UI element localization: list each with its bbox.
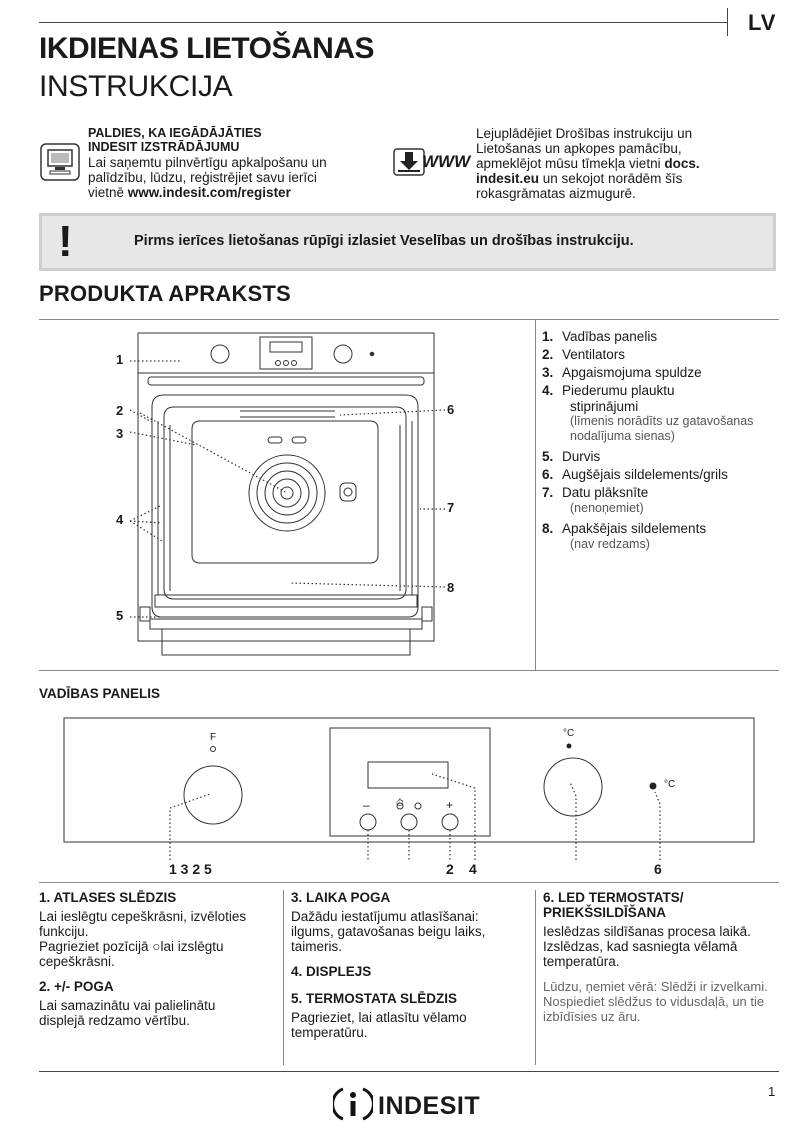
cp-callout-4: 4 [469,861,477,877]
led-note-l3: izbīdīsies uz āru. [543,1009,641,1024]
thermostat-heading: 5. TERMOSTATA SLĒDZIS [291,991,458,1006]
time-heading: 3. LAIKA POGA [291,890,391,905]
plus-button[interactable] [442,814,458,830]
time-button[interactable] [401,814,417,830]
display-heading: 4. DISPLEJS [291,964,372,979]
selector-knob[interactable] [184,766,242,824]
thermostat-desc-l2: temperatūru. [291,1025,368,1040]
clock-icon: ⏱ [396,798,404,809]
thanks-heading-line1: PALDIES, KA IEGĀDĀJĀTIES [88,126,262,140]
callout-4: 4 [116,512,124,527]
part-7-num: 7. [542,485,554,500]
part-6-label: Augšējais sildelements/grils [562,467,728,482]
time-desc [291,909,526,954]
part-4-num: 4. [542,383,554,398]
callout-5: 5 [116,608,124,623]
part-8-num: 8. [542,521,554,536]
part-2 [542,346,792,363]
warning-icon: ! [58,217,73,266]
led-desc-l1: Ieslēdzas sildīšanas procesa laikā. [543,924,751,939]
cp-callout-6: 6 [654,861,662,877]
selector-desc [39,909,274,969]
display-module [330,728,490,836]
part-7-note: (nenoņemiet) [570,501,644,515]
plusminus-desc [39,998,274,1028]
callout-2: 2 [116,403,124,418]
cp-callout-2: 2 [446,861,454,877]
www-instructions [476,126,746,201]
part-3-num: 3. [542,365,554,380]
functions-rule [39,882,779,883]
part-3-label: Apgaismojuma spuldze [562,365,702,380]
led-heading-l1: 6. LED TERMOSTATS/ [543,890,684,905]
part-5 [542,448,792,465]
www-line4 [476,171,746,186]
docs-link-part1[interactable]: docs. [664,156,700,171]
www-label: WWW [422,152,471,171]
led-heading [543,890,778,920]
header-rule [39,22,727,23]
callout-8: 8 [447,580,455,595]
part-4-label: Piederumu plauktu [562,383,675,398]
product-section-title: PRODUKTA APRAKSTS [39,281,291,306]
thanks-body-line2: palīdzību, lūdzu, reģistrējiet savu ierīci [88,170,317,185]
part-4-sub: stiprinājumi [570,399,639,414]
warning-text: Pirms ierīces lietošanas rūpīgi izlasiet Veselības un drošības instrukciju. [134,233,634,249]
led-unit-label: °C [664,779,676,790]
time-desc-l2: ilgums, gatavošanas beigu laiks, [291,924,486,939]
part-4-note-line2: nodalījuma sienas) [570,429,675,443]
part-4-note-line1: (līmenis norādīts uz gatavošanas [570,414,754,428]
part-1-num: 1. [542,329,554,344]
brand-logo-text: INDESIT [378,1092,481,1120]
part-8-label: Apakšējais sildelements [562,521,707,536]
control-panel-diagram [60,712,760,872]
led-desc-l2: Izslēdzas, kad sasniegta vēlamā [543,939,738,954]
oven-control-panel [138,333,434,373]
thanks-heading [88,126,368,154]
oven-door-drawer [162,629,410,655]
thanks-heading-line2: INDESIT IZSTRĀDĀJUMU [88,140,240,154]
part-5-num: 5. [542,449,554,464]
part-7-label: Datu plāksnīte [562,485,649,500]
part-1-label: Vadības panelis [562,329,658,344]
callout-1: 1 [116,352,124,367]
functions-col-1 [39,890,274,1038]
led-note-l2: Nospiediet slēdžus to vidusdaļā, un tie [543,994,765,1009]
part-7 [542,484,792,516]
minus-label: – [363,798,370,812]
thermostat-dot [567,744,572,749]
functions-divider-2 [535,890,536,1065]
led-note [543,979,778,1024]
register-link[interactable]: www.indesit.com/register [127,185,291,200]
product-divider [535,320,536,670]
product-rule [39,319,779,320]
oven-knob-right [334,345,352,363]
thanks-body-line3-pre: vietnē [88,185,128,200]
language-code: LV [748,10,777,35]
footer-rule [39,1071,779,1072]
led-indicator [650,783,657,790]
indesit-logo-icon [333,1086,373,1122]
led-desc-l3: temperatūra. [543,954,620,969]
www-line3 [476,156,746,171]
oven-diagram [100,325,480,670]
page-number: 1 [768,1084,776,1099]
computer-icon [40,143,80,181]
fan-guard [249,455,325,531]
callout-7: 7 [447,500,455,515]
www-line4-post: un sekojot norādēm šīs [539,171,683,186]
led-desc [543,924,778,969]
thermo-unit-label: °C [563,728,575,739]
time-desc-l1: Dažādu iestatījumu atlasīšanai: [291,909,479,924]
www-line2: Lietošanas un apkopes pamācību, [476,141,682,156]
led-heading-l2: PRIEKŠSILDĪŠANA [543,905,667,920]
thanks-body-line3 [88,185,373,200]
selector-desc-l3: Pagrieziet pozīcijā ○lai izslēgtu [39,939,224,954]
part-1 [542,328,792,345]
part-8-note: (nav redzams) [570,537,650,551]
thermostat-desc-l1: Pagrieziet, lai atlasītu vēlamo [291,1010,467,1025]
led-note-l1: Lūdzu, ņemiet vērā: Slēdži ir izvelkami. [543,979,768,994]
plusminus-desc-l2: displejā redzamo vērtību. [39,1013,190,1028]
part-6 [542,466,792,483]
control-panel-title: VADĪBAS PANELIS [39,686,161,701]
selector-heading: 1. ATLASES SLĒDZIS [39,890,177,905]
selector-desc-l2: funkciju. [39,924,89,939]
docs-link-part2[interactable]: indesit.eu [476,171,540,186]
selector-desc-l4: cepeškrāsni. [39,954,115,969]
thanks-body [88,155,373,200]
thermostat-knob[interactable] [544,758,602,816]
functions-col-3 [543,890,778,1034]
part-5-label: Durvis [562,449,601,464]
selector-desc-l1: Lai ieslēgtu cepeškrāsni, izvēloties [39,909,247,924]
time-desc-l3: taimeris. [291,939,343,954]
part-3 [542,364,792,381]
minus-button[interactable] [360,814,376,830]
panel-outline [64,718,754,842]
part-2-label: Ventilators [562,347,626,362]
part-6-num: 6. [542,467,554,482]
page-subtitle: INSTRUKCIJA [39,70,233,103]
functions-divider-1 [283,890,284,1065]
plusminus-heading: 2. +/- POGA [39,979,114,994]
www-line3-pre: apmeklējot mūsu tīmekļa vietni [476,156,665,171]
www-line1: Lejuplādējiet Drošības instrukciju un [476,126,693,141]
oven-display [270,342,302,352]
plus-label: + [446,798,454,812]
thermostat-desc [291,1010,526,1040]
oven-lamp [340,483,356,501]
thanks-body-line1: Lai saņemtu pilnvērtīgu apkalpošanu un [88,155,327,170]
callout-6: 6 [447,402,455,417]
www-line5: rokasgrāmatas aizmugurē. [476,186,636,201]
part-4 [542,382,792,444]
parts-list [542,328,792,553]
functions-col-2 [291,890,526,1050]
part-2-num: 2. [542,347,554,362]
page-title: IKDIENAS LIETOŠANAS [39,32,374,65]
header-rule-tick [727,8,728,36]
selector-symbol-label: F [210,732,217,743]
section-rule [39,670,779,671]
cp-callout-left: 1 3 2 5 [169,861,212,877]
oven-knob-left [211,345,229,363]
plusminus-desc-l1: Lai samazinātu vai palielinātu [39,998,216,1013]
part-8 [542,520,792,552]
callout-3: 3 [116,426,124,441]
